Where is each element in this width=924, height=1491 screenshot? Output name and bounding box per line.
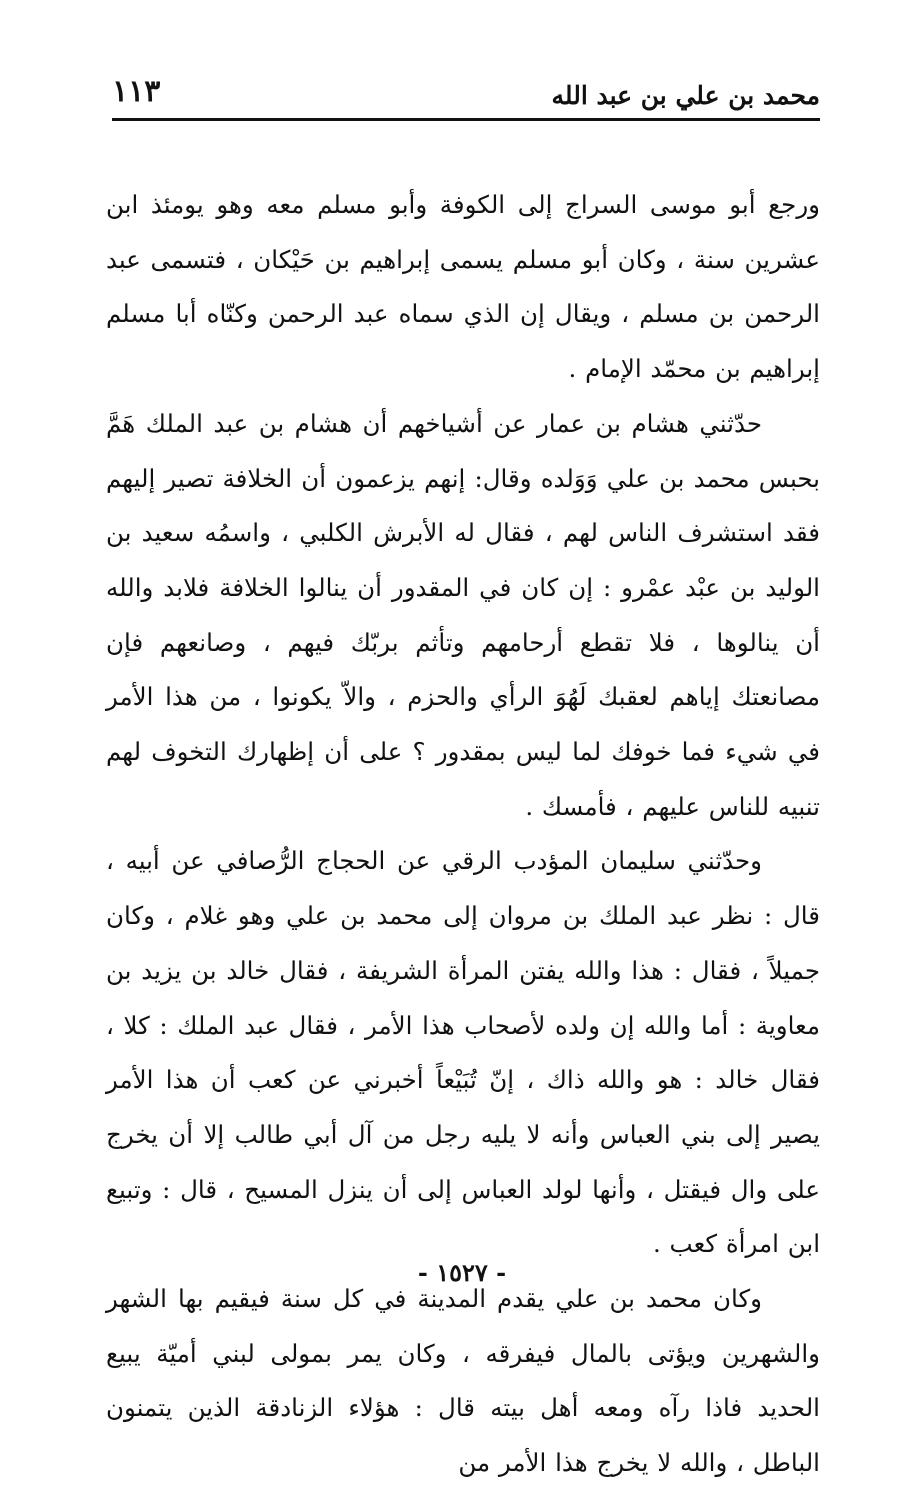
chapter-title: محمد بن علي بن عبد الله (551, 81, 820, 110)
page-number: ١١٣ (112, 74, 161, 109)
paragraph-1: ورجع أبو موسى السراج إلى الكوفة وأبو مسلم معه وهو يومئذ ابن عشرين سنة ، وكان أبو مسلم يسمى إبراهيم بن حَيْكان ، فتسمى عبد الرحمن بن مسلم ، ويقال إن الذي سماه عبد الرحمن وكنّاه أبا مسلم إبراهيم بن محمّد الإمام . (106, 190, 820, 384)
running-head (112, 70, 820, 118)
paragraph-4: وكان محمد بن علي يقدم المدينة في كل سنة فيقيم بها الشهر والشهرين ويؤتى بالمال فيفرقه ، وكان يمر بمولى لبني أميّة يبيع الحديد فاذا رآه ومعه أهل بيته قال : هؤلاء الزنادقة الذين يتمنون الباطل ، والله لا يخرج هذا الأمر من (106, 1284, 820, 1478)
body-text (106, 178, 820, 1491)
paragraph-3: وحدّثني سليمان المؤدب الرقي عن الحجاج الرُّصافي عن أبيه ، قال : نظر عبد الملك بن مروان إلى محمد بن علي وهو غلام ، وكان جميلاً ، فقال : هذا والله يفتن المرأة الشريفة ، فقال خالد بن يزيد بن معاوية : أما والله إن ولده لأصحاب هذا الأمر ، فقال عبد الملك : كلا ، فقال خالد : هو والله ذاك ، إنّ تُبَيْعاً أخبرني عن كعب أن هذا الأمر يصير إلى بني العباس وأنه لا يليه رجل من آل أبي طالب إلا أن يخرج على وال فيقتل ، وأنها لولد العباس إلى أن ينزل المسيح ، قال : وتبيع ابن امرأة كعب . (106, 846, 820, 1259)
footer-page-number: - ١٥٢٧ - (417, 1258, 507, 1287)
header-rule (112, 118, 820, 121)
paragraph-2: حدّثني هشام بن عمار عن أشياخهم أن هشام بن عبد الملك هَمَّ بحبس محمد بن علي وَوَلده وقال: إنهم يزعمون أن الخلافة تصير إليهم فقد استشرف الناس لهم ، فقال له الأبرش الكلبي ، واسمُه سعيد بن الوليد بن عبْد عمْرو : إن كان في المقدور أن ينالوا الخلافة فلابد والله أن ينالوها ، فلا تقطع أرحامهم وتأثم بربّك فيهم ، وصانعهم فإن مصانعتك إياهم لعقبك لَهُوَ الرأي والحزم ، والاّ يكونوا ، من هذا الأمر في شيء فما خوفك لما ليس بمقدور ؟ على أن إظهارك التخوف لهم تنبيه للناس عليهم ، فأمسك . (106, 408, 820, 821)
